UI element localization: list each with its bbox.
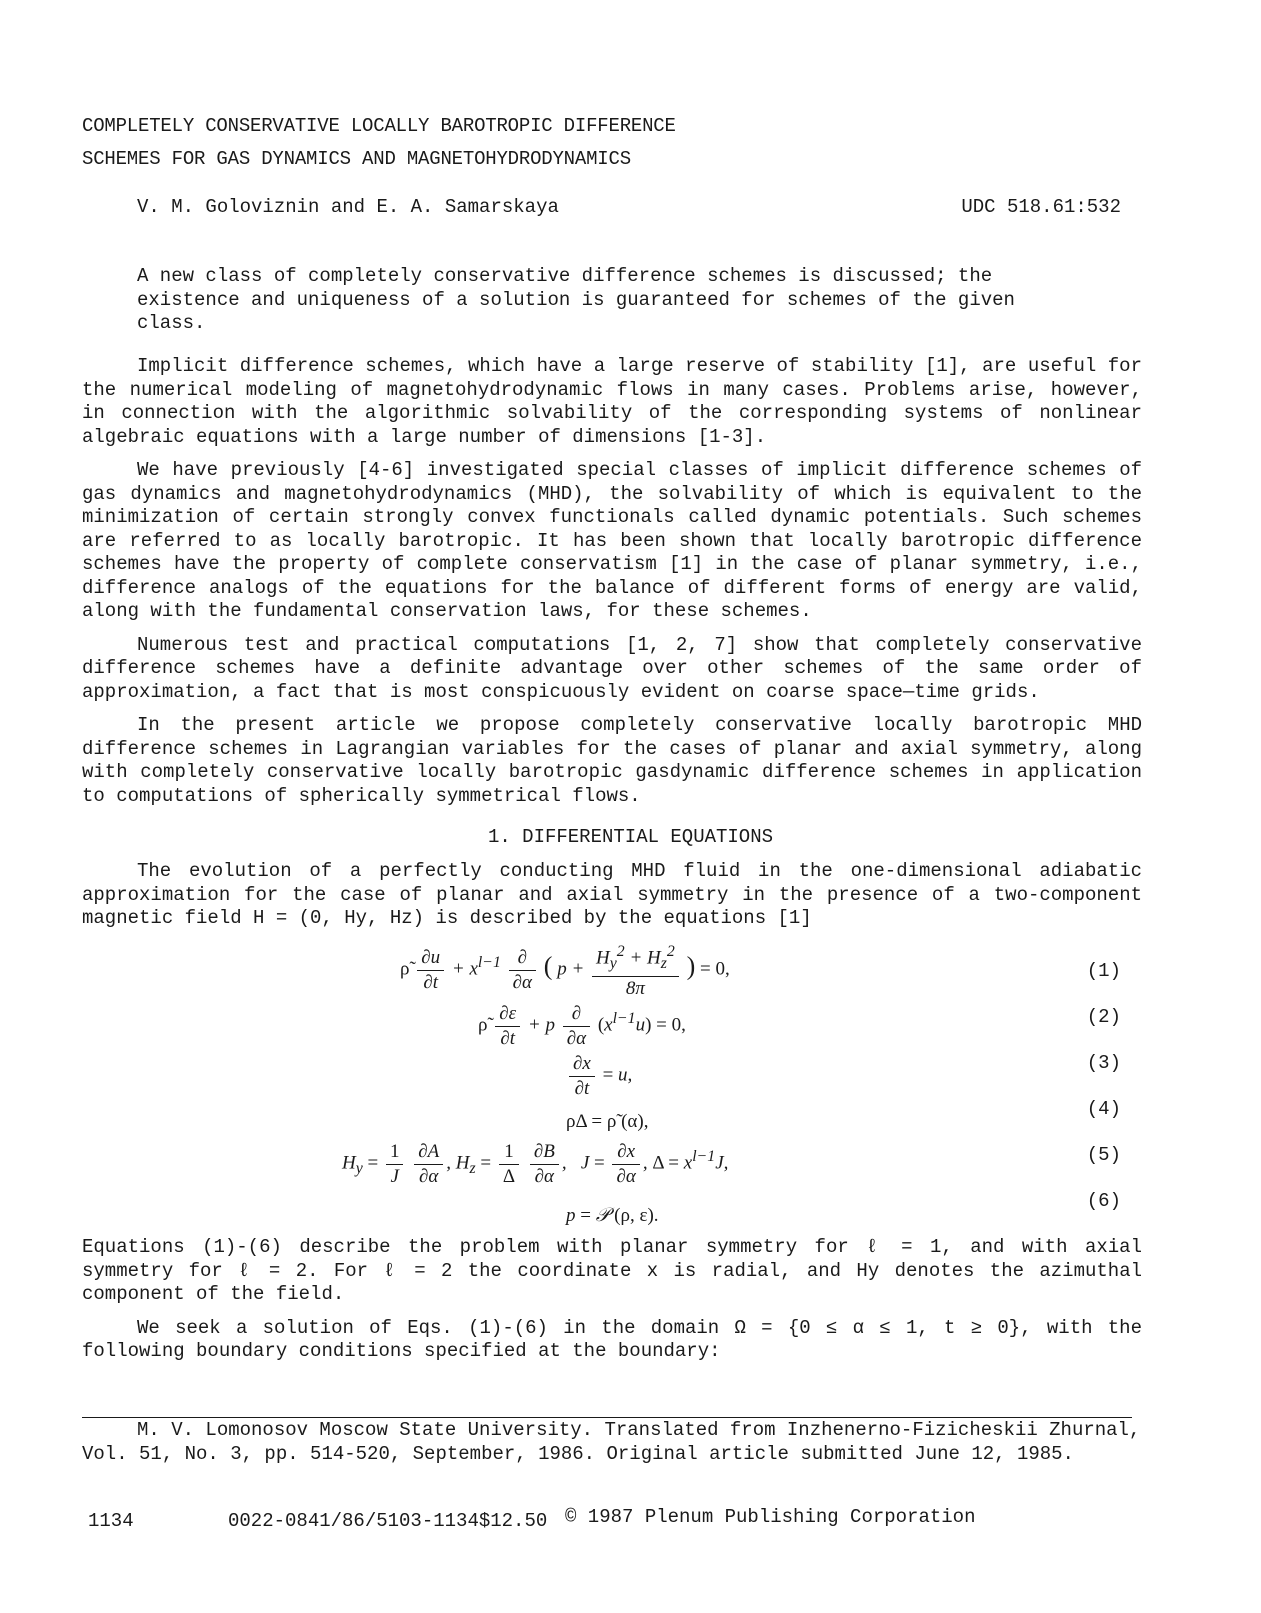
paragraph: In the present article we propose completely conservative locally barotropic MHD difference schemes in Lagrangian variables for the cases of planar and axial symmetry, along with completely conservative locally barotropic gasdynamic difference schemes in application to computations of spherically symmetrical flows. xyxy=(82,714,1142,807)
equation-3: $\frac{\partial x}{\partial t}$ = u, xyxy=(566,1052,632,1100)
equation-1: ρ̃ $\frac{\partial u}{\partial t}$ + $x^{l-1}$ $\frac{\partial}{\partial\alpha}$ ( p + $\frac{H_y^2 + H_z^2}{8\pi}$ ) = 0, xyxy=(400,940,730,1000)
equation-5: $H_y$ = $\frac{1}{J}$ $\frac{\partial A}{\partial\alpha}$ , $H_z$ = $\frac{1}{\Delta}$ $\frac{\partial B}{\partial\alpha}$ , J = $\frac{\partial x}{\partial\alpha}$ , $\Delta = x^{l-1}J$, xyxy=(342,1141,729,1187)
paper-title xyxy=(82,115,676,181)
equation-6: p = 𝒫 (ρ, ε). xyxy=(566,1205,659,1226)
equation-number-6: (6) xyxy=(1086,1190,1121,1212)
equation-number-5: (5) xyxy=(1086,1144,1121,1166)
abstract: A new class of completely conservative difference schemes is discussed; the existence and uniqueness of a solution is guaranteed for schemes of the given class. xyxy=(137,265,1015,334)
equation-4: ρΔ = ρ̃ (α), xyxy=(566,1111,649,1132)
section-text xyxy=(82,860,1142,941)
footnote xyxy=(82,1419,1142,1466)
paragraph: Numerous test and practical computations [1, 2, 7] show that completely conservative difference schemes have a definite advantage over other schemes of the same order of approximation, a fact that is most conspicuously evident on coarse space—time grids. xyxy=(82,633,1142,703)
paragraph: We have previously [4-6] investigated special classes of implicit difference schemes of gas dynamics and magnetohydrodynamics (MHD), the solvability of which is equivalent to the minimization of certain strongly convex functionals called dynamic potentials. Such schemes are referred to as locally barotropic. It has been shown that locally barotropic difference schemes have the property of complete conservatism [1] in the case of planar symmetry, i.e., difference analogs of the equations for the balance of different forms of energy are valid, along with the fundamental conservation laws, for these schemes. xyxy=(82,459,1142,622)
paragraph: Equations (1)-(6) describe the problem with planar symmetry for ℓ = 1, and with axial symmetry for ℓ = 2. For ℓ = 2 the coordinate x is radial, and Hy denotes the azimuthal component of the field. xyxy=(82,1236,1142,1305)
paragraph: Implicit difference schemes, which have a large reserve of stability [1], are useful for the numerical modeling of magnetohydrodynamic flows in many cases. Problems arise, however, in connection with the algorithmic solvability of the corresponding systems of nonlinear algebraic equations with a large number of dimensions [1-3]. xyxy=(82,355,1142,448)
footnote-rule xyxy=(82,1417,1132,1418)
title-line-2: SCHEMES FOR GAS DYNAMICS AND MAGNETOHYDRODYNAMICS xyxy=(82,148,631,170)
copyright: © 1987 Plenum Publishing Corporation xyxy=(565,1506,976,1528)
post-equation-text xyxy=(82,1236,1142,1374)
paragraph: The evolution of a perfectly conducting MHD fluid in the one-dimensional adiabatic approximation for the case of planar and axial symmetry in the presence of a two-component magnetic field H = (0, Hy, Hz) is described by the equations [1] xyxy=(82,860,1142,929)
article-code: 0022-0841/86/5103-1134$12.50 xyxy=(228,1510,548,1532)
page-number: 1134 xyxy=(88,1510,134,1532)
equation-block xyxy=(0,940,1261,1230)
footnote-text: M. V. Lomonosov Moscow State University. Translated from Inzhenerno-Fizicheskii Zhurnal, Vol. 51, No. 3, pp. 514-520, September, 1986. Original article submitted June 12, 1985. xyxy=(82,1419,1141,1465)
authors: V. M. Goloviznin and E. A. Samarskaya xyxy=(137,196,559,218)
equation-2: ρ̃ $\frac{\partial\varepsilon}{\partial t}$ + p $\frac{\partial}{\partial\alpha}$ $(x^{l-1}u) = 0$, xyxy=(478,1003,686,1049)
equation-number-2: (2) xyxy=(1086,1006,1121,1028)
intro-text xyxy=(82,355,1142,818)
udc-code: UDC 518.61:532 xyxy=(961,196,1121,218)
paragraph: We seek a solution of Eqs. (1)-(6) in the domain Ω = {0 ≤ α ≤ 1, t ≥ 0}, with the following boundary conditions specified at the boundary: xyxy=(82,1316,1142,1362)
equation-number-1: (1) xyxy=(1086,960,1121,982)
equation-number-3: (3) xyxy=(1086,1052,1121,1074)
equation-number-4: (4) xyxy=(1086,1098,1121,1120)
section-heading: 1. DIFFERENTIAL EQUATIONS xyxy=(487,826,774,848)
title-line-1: COMPLETELY CONSERVATIVE LOCALLY BAROTROPIC DIFFERENCE xyxy=(82,115,676,137)
